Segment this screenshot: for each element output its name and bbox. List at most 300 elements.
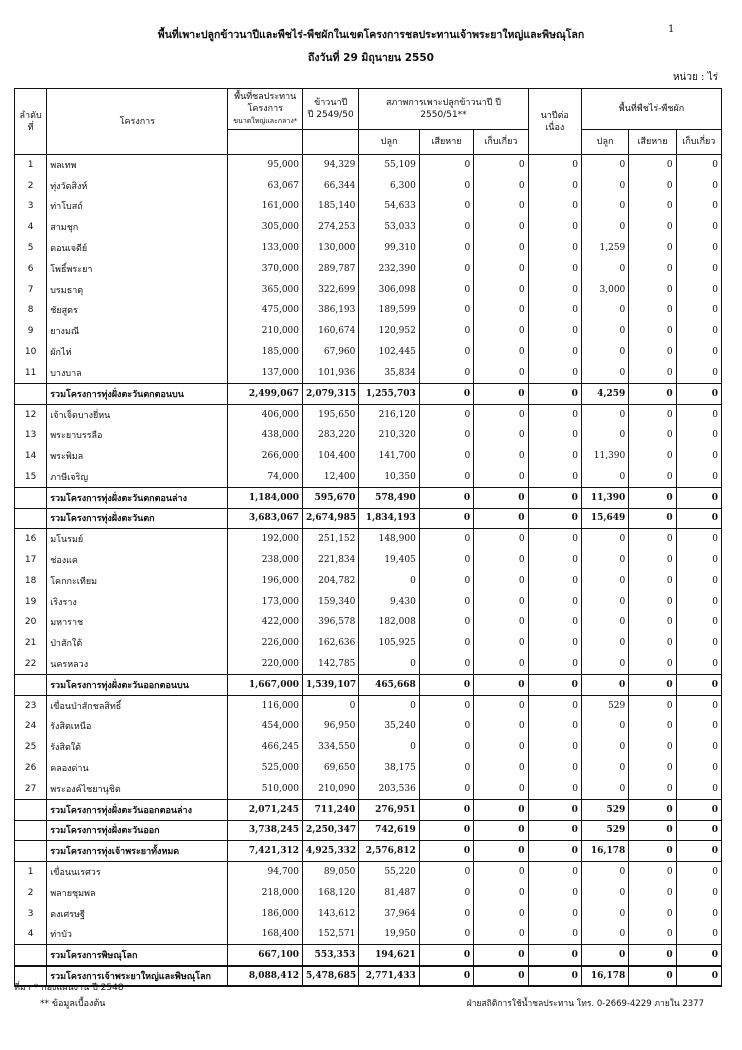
rice-planted-cell: 465,668	[359, 674, 419, 695]
row-number	[15, 383, 47, 404]
irrigated-area-cell: 74,000	[228, 466, 303, 487]
header-rice-previous	[303, 89, 359, 130]
rice-damaged-cell: 0	[419, 487, 473, 508]
field-planted-cell: 4,259	[581, 383, 628, 404]
project-name: ชัยสูตร	[47, 300, 228, 321]
irrigated-area-cell: 305,000	[228, 217, 303, 238]
row-number: 2	[15, 882, 47, 903]
field-damaged-cell: 0	[629, 342, 676, 363]
continuous-rice-cell: 0	[528, 550, 581, 571]
rice-damaged-cell: 0	[419, 508, 473, 529]
field-planted-cell: 0	[581, 362, 628, 383]
rice-harvested-cell: 0	[474, 217, 528, 238]
header-project: โครงการ	[47, 89, 228, 155]
rice-planted-cell: 19,405	[359, 550, 419, 571]
field-harvested-cell: 0	[676, 716, 721, 737]
irrigated-area-cell: 7,421,312	[228, 841, 303, 862]
header-harvested: เก็บเกี่ยว	[474, 130, 528, 155]
header-blank	[303, 130, 359, 155]
rice-harvested-cell: 0	[474, 383, 528, 404]
rice-harvested-cell: 0	[474, 716, 528, 737]
row-number: 8	[15, 300, 47, 321]
continuous-rice-cell: 0	[528, 612, 581, 633]
irrigated-area-cell: 218,000	[228, 882, 303, 903]
row-number: 19	[15, 591, 47, 612]
field-planted-cell: 16,178	[581, 966, 628, 987]
row-number: 25	[15, 737, 47, 758]
rice-prev-cell: 104,400	[303, 446, 359, 467]
table-row	[15, 342, 722, 363]
rice-harvested-cell: 0	[474, 945, 528, 966]
continuous-rice-cell: 0	[528, 966, 581, 987]
rice-damaged-cell: 0	[419, 633, 473, 654]
subtotal-row	[15, 383, 722, 404]
table-row	[15, 612, 722, 633]
irrigated-area-cell: 192,000	[228, 529, 303, 550]
row-number	[15, 508, 47, 529]
row-number: 3	[15, 903, 47, 924]
rice-damaged-cell: 0	[419, 820, 473, 841]
rice-damaged-cell: 0	[419, 799, 473, 820]
continuous-rice-cell: 0	[528, 820, 581, 841]
continuous-rice-cell: 0	[528, 716, 581, 737]
rice-prev-cell: 553,353	[303, 945, 359, 966]
continuous-rice-cell: 0	[528, 529, 581, 550]
field-planted-cell: 0	[581, 633, 628, 654]
table-row	[15, 362, 722, 383]
field-damaged-cell: 0	[629, 570, 676, 591]
field-harvested-cell: 0	[676, 404, 721, 425]
table-row	[15, 466, 722, 487]
rice-planted-cell: 55,220	[359, 862, 419, 883]
table-row	[15, 550, 722, 571]
rice-harvested-cell: 0	[474, 550, 528, 571]
rice-damaged-cell: 0	[419, 591, 473, 612]
rice-harvested-cell: 0	[474, 737, 528, 758]
continuous-rice-cell: 0	[528, 300, 581, 321]
field-planted-cell: 0	[581, 342, 628, 363]
rice-area-table	[14, 88, 722, 987]
project-name: รวมโครงการพิษณุโลก	[47, 945, 228, 966]
rice-harvested-cell: 0	[474, 487, 528, 508]
rice-prev-cell: 96,950	[303, 716, 359, 737]
rice-planted-cell: 120,952	[359, 321, 419, 342]
rice-harvested-cell: 0	[474, 674, 528, 695]
rice-harvested-cell: 0	[474, 321, 528, 342]
continuous-rice-cell: 0	[528, 882, 581, 903]
rice-prev-cell: 159,340	[303, 591, 359, 612]
rice-prev-cell: 67,960	[303, 342, 359, 363]
rice-damaged-cell: 0	[419, 342, 473, 363]
header-irrigated-area	[228, 89, 303, 130]
irrigated-area-cell: 3,683,067	[228, 508, 303, 529]
field-damaged-cell: 0	[629, 529, 676, 550]
project-name: รังสิตเหนือ	[47, 716, 228, 737]
field-planted-cell: 0	[581, 778, 628, 799]
field-planted-cell: 0	[581, 570, 628, 591]
project-name: โพธิ์พระยา	[47, 258, 228, 279]
table-row	[15, 217, 722, 238]
rice-prev-cell: 66,344	[303, 175, 359, 196]
field-harvested-cell: 0	[676, 321, 721, 342]
row-number: 6	[15, 258, 47, 279]
field-harvested-cell: 0	[676, 217, 721, 238]
header-field-crops: พื้นที่พืชไร่-พืชผัก	[581, 89, 721, 130]
field-harvested-cell: 0	[676, 529, 721, 550]
continuous-rice-cell: 0	[528, 674, 581, 695]
table-row	[15, 404, 722, 425]
rice-damaged-cell: 0	[419, 258, 473, 279]
continuous-rice-cell: 0	[528, 654, 581, 675]
irrigated-area-cell: 196,000	[228, 570, 303, 591]
rice-harvested-cell: 0	[474, 882, 528, 903]
field-harvested-cell: 0	[676, 841, 721, 862]
footer-note: ** ข้อมูลเบื้องต้น	[40, 999, 106, 1009]
rice-prev-cell: 195,650	[303, 404, 359, 425]
field-damaged-cell: 0	[629, 758, 676, 779]
continuous-rice-cell: 0	[528, 570, 581, 591]
table-row	[15, 654, 722, 675]
field-damaged-cell: 0	[629, 945, 676, 966]
rice-prev-cell: 101,936	[303, 362, 359, 383]
header-area-sub: โครงการ	[247, 104, 283, 114]
field-planted-cell: 0	[581, 155, 628, 176]
field-damaged-cell: 0	[629, 882, 676, 903]
rice-damaged-cell: 0	[419, 570, 473, 591]
rice-damaged-cell: 0	[419, 924, 473, 945]
rice-planted-cell: 0	[359, 737, 419, 758]
table-row	[15, 175, 722, 196]
rice-prev-cell: 595,670	[303, 487, 359, 508]
rice-damaged-cell: 0	[419, 778, 473, 799]
continuous-rice-cell: 0	[528, 945, 581, 966]
rice-damaged-cell: 0	[419, 674, 473, 695]
project-name: ท่าบัว	[47, 924, 228, 945]
footer-source: ที่มา * กองแผนงาน ปี 2548	[14, 983, 124, 993]
rice-prev-cell: 5,478,685	[303, 966, 359, 987]
field-planted-cell: 0	[581, 466, 628, 487]
project-name: เริงราง	[47, 591, 228, 612]
rice-harvested-cell: 0	[474, 591, 528, 612]
rice-planted-cell: 35,240	[359, 716, 419, 737]
row-number	[15, 945, 47, 966]
rice-planted-cell: 53,033	[359, 217, 419, 238]
row-number	[15, 820, 47, 841]
rice-damaged-cell: 0	[419, 550, 473, 571]
rice-damaged-cell: 0	[419, 404, 473, 425]
subtotal-row	[15, 674, 722, 695]
project-name: ผักไห่	[47, 342, 228, 363]
table-row	[15, 425, 722, 446]
field-harvested-cell: 0	[676, 446, 721, 467]
rice-planted-cell: 9,430	[359, 591, 419, 612]
field-damaged-cell: 0	[629, 155, 676, 176]
rice-harvested-cell: 0	[474, 300, 528, 321]
rice-prev-cell: 1,539,107	[303, 674, 359, 695]
irrigated-area-cell: 510,000	[228, 778, 303, 799]
field-planted-cell: 1,259	[581, 238, 628, 259]
rice-planted-cell: 742,619	[359, 820, 419, 841]
rice-damaged-cell: 0	[419, 529, 473, 550]
continuous-rice-cell: 0	[528, 508, 581, 529]
header-continuous-rice: นาปีต่อเนื่อง	[528, 89, 581, 155]
field-damaged-cell: 0	[629, 924, 676, 945]
continuous-rice-cell: 0	[528, 258, 581, 279]
rice-planted-cell: 102,445	[359, 342, 419, 363]
field-harvested-cell: 0	[676, 155, 721, 176]
irrigated-area-cell: 168,400	[228, 924, 303, 945]
irrigated-area-cell: 220,000	[228, 654, 303, 675]
continuous-rice-cell: 0	[528, 238, 581, 259]
field-damaged-cell: 0	[629, 591, 676, 612]
project-name: ดงเศรษฐี	[47, 903, 228, 924]
project-name: ท่าโบสถ์	[47, 196, 228, 217]
table-row	[15, 695, 722, 716]
field-planted-cell: 0	[581, 945, 628, 966]
row-number: 24	[15, 716, 47, 737]
row-number: 10	[15, 342, 47, 363]
row-number: 17	[15, 550, 47, 571]
rice-planted-cell: 105,925	[359, 633, 419, 654]
rice-harvested-cell: 0	[474, 778, 528, 799]
irrigated-area-cell: 226,000	[228, 633, 303, 654]
field-planted-cell: 0	[581, 903, 628, 924]
continuous-rice-cell: 0	[528, 591, 581, 612]
rice-prev-cell: 152,571	[303, 924, 359, 945]
field-planted-cell: 0	[581, 862, 628, 883]
irrigated-area-cell: 94,700	[228, 862, 303, 883]
field-harvested-cell: 0	[676, 466, 721, 487]
field-damaged-cell: 0	[629, 862, 676, 883]
continuous-rice-cell: 0	[528, 903, 581, 924]
table-row	[15, 321, 722, 342]
continuous-rice-cell: 0	[528, 633, 581, 654]
field-harvested-cell: 0	[676, 862, 721, 883]
row-number: 15	[15, 466, 47, 487]
irrigated-area-cell: 2,071,245	[228, 799, 303, 820]
project-name: พระองค์ไชยานุชิต	[47, 778, 228, 799]
row-number: 16	[15, 529, 47, 550]
field-harvested-cell: 0	[676, 258, 721, 279]
project-name: เขื่อนนเรศวร	[47, 862, 228, 883]
rice-harvested-cell: 0	[474, 966, 528, 987]
rice-prev-cell: 2,674,985	[303, 508, 359, 529]
rice-harvested-cell: 0	[474, 799, 528, 820]
rice-prev-cell: 274,253	[303, 217, 359, 238]
project-name: เจ้าเจ็ดบางยี่หน	[47, 404, 228, 425]
subtotal-row	[15, 799, 722, 820]
rice-harvested-cell: 0	[474, 196, 528, 217]
row-number	[15, 799, 47, 820]
irrigated-area-cell: 3,738,245	[228, 820, 303, 841]
rice-damaged-cell: 0	[419, 362, 473, 383]
subtotal-row	[15, 945, 722, 966]
field-damaged-cell: 0	[629, 820, 676, 841]
rice-prev-cell: 334,550	[303, 737, 359, 758]
field-harvested-cell: 0	[676, 654, 721, 675]
field-harvested-cell: 0	[676, 383, 721, 404]
rice-prev-cell: 89,050	[303, 862, 359, 883]
field-damaged-cell: 0	[629, 383, 676, 404]
rice-planted-cell: 1,834,193	[359, 508, 419, 529]
project-name: ทุ่งวัดสิงห์	[47, 175, 228, 196]
field-planted-cell: 0	[581, 404, 628, 425]
rice-harvested-cell: 0	[474, 175, 528, 196]
irrigated-area-cell: 95,000	[228, 155, 303, 176]
rice-planted-cell: 216,120	[359, 404, 419, 425]
irrigated-area-cell: 1,667,000	[228, 674, 303, 695]
field-planted-cell: 11,390	[581, 487, 628, 508]
rice-harvested-cell: 0	[474, 508, 528, 529]
field-damaged-cell: 0	[629, 258, 676, 279]
irrigated-area-cell: 466,245	[228, 737, 303, 758]
rice-damaged-cell: 0	[419, 238, 473, 259]
rice-prev-cell: 130,000	[303, 238, 359, 259]
table-row	[15, 903, 722, 924]
field-harvested-cell: 0	[676, 279, 721, 300]
field-harvested-cell: 0	[676, 591, 721, 612]
field-damaged-cell: 0	[629, 737, 676, 758]
field-planted-cell: 0	[581, 612, 628, 633]
rice-prev-cell: 143,612	[303, 903, 359, 924]
continuous-rice-cell: 0	[528, 175, 581, 196]
field-damaged-cell: 0	[629, 362, 676, 383]
continuous-rice-cell: 0	[528, 362, 581, 383]
rice-harvested-cell: 0	[474, 654, 528, 675]
rice-planted-cell: 6,300	[359, 175, 419, 196]
table-body	[15, 155, 722, 987]
irrigated-area-cell: 173,000	[228, 591, 303, 612]
field-harvested-cell: 0	[676, 674, 721, 695]
irrigated-area-cell: 422,000	[228, 612, 303, 633]
rice-prev-cell: 142,785	[303, 654, 359, 675]
row-number: 1	[15, 862, 47, 883]
rice-prev-cell: 12,400	[303, 466, 359, 487]
irrigated-area-cell: 406,000	[228, 404, 303, 425]
field-harvested-cell: 0	[676, 695, 721, 716]
field-damaged-cell: 0	[629, 175, 676, 196]
irrigated-area-cell: 370,000	[228, 258, 303, 279]
rice-prev-cell: 210,090	[303, 778, 359, 799]
field-planted-cell: 16,178	[581, 841, 628, 862]
rice-harvested-cell: 0	[474, 903, 528, 924]
rice-harvested-cell: 0	[474, 362, 528, 383]
row-number	[15, 841, 47, 862]
rice-harvested-cell: 0	[474, 279, 528, 300]
continuous-rice-cell: 0	[528, 446, 581, 467]
row-number: 4	[15, 924, 47, 945]
project-name: พลเทพ	[47, 155, 228, 176]
document-title: พื้นที่เพาะปลูกข้าวนาปีและพืชไร่-พืชผักในเขตโครงการชลประทานเจ้าพระยาใหญ่และพิษณุโลก	[157, 29, 585, 41]
continuous-rice-cell: 0	[528, 404, 581, 425]
rice-prev-cell: 94,329	[303, 155, 359, 176]
field-damaged-cell: 0	[629, 716, 676, 737]
project-name: นครหลวง	[47, 654, 228, 675]
rice-harvested-cell: 0	[474, 695, 528, 716]
field-harvested-cell: 0	[676, 924, 721, 945]
rice-harvested-cell: 0	[474, 404, 528, 425]
field-damaged-cell: 0	[629, 966, 676, 987]
field-damaged-cell: 0	[629, 238, 676, 259]
rice-planted-cell: 19,950	[359, 924, 419, 945]
table-row	[15, 591, 722, 612]
table-row	[15, 716, 722, 737]
rice-harvested-cell: 0	[474, 633, 528, 654]
rice-prev-cell: 711,240	[303, 799, 359, 820]
project-name: มโนรมย์	[47, 529, 228, 550]
field-planted-cell: 0	[581, 737, 628, 758]
rice-planted-cell: 306,098	[359, 279, 419, 300]
table-row	[15, 196, 722, 217]
project-name: รวมโครงการทุ่งฝั่งตะวันตก	[47, 508, 228, 529]
continuous-rice-cell: 0	[528, 737, 581, 758]
rice-harvested-cell: 0	[474, 862, 528, 883]
field-damaged-cell: 0	[629, 466, 676, 487]
project-name: บรมธาตุ	[47, 279, 228, 300]
rice-damaged-cell: 0	[419, 425, 473, 446]
field-damaged-cell: 0	[629, 654, 676, 675]
project-name: รวมโครงการทุ่งฝั่งตะวันตกตอนล่าง	[47, 487, 228, 508]
rice-damaged-cell: 0	[419, 612, 473, 633]
table-row	[15, 155, 722, 176]
field-harvested-cell: 0	[676, 175, 721, 196]
irrigated-area-cell: 238,000	[228, 550, 303, 571]
table-row	[15, 882, 722, 903]
rice-prev-cell: 69,650	[303, 758, 359, 779]
rice-planted-cell: 189,599	[359, 300, 419, 321]
subtotal-row	[15, 820, 722, 841]
header-planting-status: สภาพการเพาะปลูกข้าวนาปี ปี 2550/51**	[359, 89, 528, 130]
table-row	[15, 258, 722, 279]
row-number: 23	[15, 695, 47, 716]
field-planted-cell: 15,649	[581, 508, 628, 529]
row-number: 3	[15, 196, 47, 217]
irrigated-area-cell: 161,000	[228, 196, 303, 217]
table-row	[15, 737, 722, 758]
field-harvested-cell: 0	[676, 612, 721, 633]
header-damaged: เสียหาย	[419, 130, 473, 155]
rice-harvested-cell: 0	[474, 841, 528, 862]
row-number: 1	[15, 155, 47, 176]
project-name: พลายชุมพล	[47, 882, 228, 903]
irrigated-area-cell: 365,000	[228, 279, 303, 300]
field-harvested-cell: 0	[676, 362, 721, 383]
row-number: 18	[15, 570, 47, 591]
rice-damaged-cell: 0	[419, 446, 473, 467]
row-number: 5	[15, 238, 47, 259]
field-damaged-cell: 0	[629, 695, 676, 716]
rice-harvested-cell: 0	[474, 570, 528, 591]
rice-harvested-cell: 0	[474, 758, 528, 779]
rice-prev-cell: 2,250,347	[303, 820, 359, 841]
project-name: พระพิมล	[47, 446, 228, 467]
continuous-rice-cell: 0	[528, 466, 581, 487]
rice-damaged-cell: 0	[419, 945, 473, 966]
field-planted-cell: 0	[581, 529, 628, 550]
field-planted-cell: 529	[581, 695, 628, 716]
continuous-rice-cell: 0	[528, 758, 581, 779]
field-damaged-cell: 0	[629, 446, 676, 467]
field-planted-cell: 0	[581, 258, 628, 279]
project-name: คลองด่าน	[47, 758, 228, 779]
field-damaged-cell: 0	[629, 674, 676, 695]
continuous-rice-cell: 0	[528, 217, 581, 238]
table-row	[15, 924, 722, 945]
row-number: 7	[15, 279, 47, 300]
table-row	[15, 529, 722, 550]
irrigated-area-cell: 137,000	[228, 362, 303, 383]
field-planted-cell: 0	[581, 550, 628, 571]
